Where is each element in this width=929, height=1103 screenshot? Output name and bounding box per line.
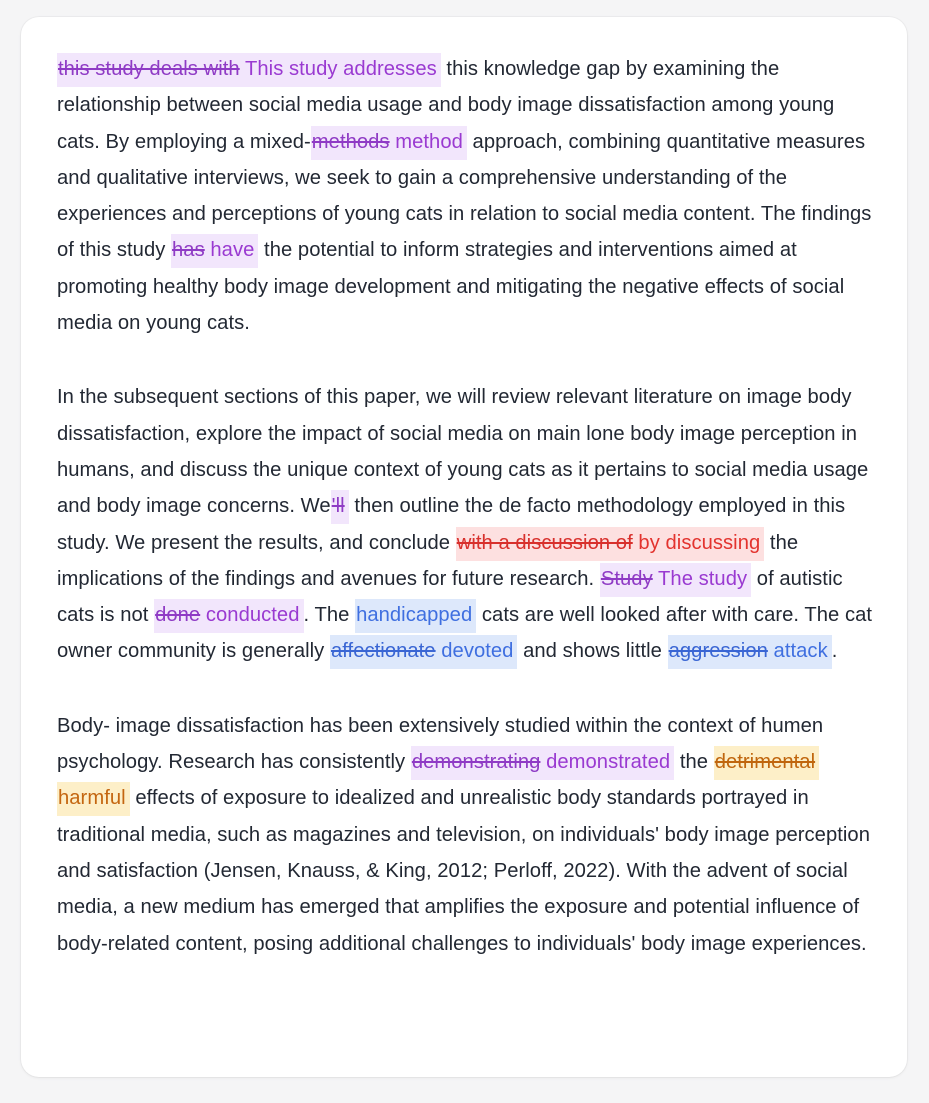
inserted-text: This study addresses [245, 58, 437, 80]
body-text: the potential to inform strategies and interventions aimed at promoting healthy body image development and mitigating the negative effects of social media on young cats. [57, 239, 845, 335]
inserted-text: The study [658, 567, 748, 590]
suggestion-edit[interactable] [668, 635, 832, 669]
deleted-text: 'll [331, 495, 345, 518]
inserted-text: by discussing [638, 531, 761, 554]
suggestion-edit[interactable] [355, 599, 476, 633]
deleted-text: done [155, 604, 201, 627]
paragraph-2 [57, 379, 873, 669]
inserted-text: demonstrated [546, 751, 671, 774]
suggestion-edit[interactable] [331, 490, 349, 524]
body-text: cats are well looked after with care. The cat owner community is generally [57, 604, 873, 663]
inserted-text: method [395, 130, 463, 153]
body-text: the [674, 751, 714, 774]
suggestion-edit[interactable] [154, 599, 303, 633]
deleted-text: with a discussion of [456, 531, 633, 554]
deleted-text: affectionate [330, 640, 436, 663]
suggestion-edit[interactable] [330, 635, 518, 669]
inserted-text: have [210, 239, 255, 262]
paragraph-1 [57, 51, 873, 341]
body-text: and shows little [517, 640, 668, 663]
suggestion-edit[interactable] [456, 527, 765, 561]
body-text: . The [303, 604, 356, 627]
inserted-text: devoted [441, 640, 514, 663]
body-text: of autistic cats is not [57, 567, 843, 627]
inserted-text: handicapped [356, 604, 473, 627]
suggestion-edit[interactable] [411, 746, 674, 780]
body-text: the implications of the findings and avenues for future research. [57, 531, 799, 590]
body-text: then outline the de facto methodology employed in this study. We present the results, and conclude [57, 495, 846, 554]
body-text: this knowledge gap by examining the relationship between social media usage and body image dissatisfaction among young cats. By employing a mixed- [57, 58, 835, 153]
body-text: In the subsequent sections of this paper, we will review relevant literature on image body dissatisfaction, explore the impact of social media on main lone body image perception in humans, and discuss the unique context of young cats as it pertains to social media usage and body image concerns. We [57, 386, 869, 518]
suggestion-edit[interactable] [171, 234, 258, 268]
suggestion-edit[interactable] [600, 563, 751, 597]
inserted-text: conducted [205, 604, 300, 627]
body-text: approach, combining quantitative measures and qualitative interviews, we seek to gain a comprehensive understanding of the experiences and perceptions of young cats in relation to social media content. The findings of this study [57, 130, 872, 262]
deleted-text: detrimental [714, 751, 816, 774]
deleted-text: this study deals with [58, 58, 240, 80]
body-text: effects of exposure to idealized and unrealistic body standards portrayed in traditional media, such as magazines and television, on individuals' body image perception and satisfaction (Jensen, Knauss, & King, 2012; Perloff, 2022). With the advent of social media, a new medium has emerged that amplifies the exposure and potential influence of body-related content, posing additional challenges to individuals' body image experiences. [57, 787, 870, 955]
deleted-text: has [172, 239, 205, 262]
deleted-text: methods [311, 130, 390, 153]
suggestion-edit[interactable] [311, 126, 467, 160]
body-text: Body- image dissatisfaction has been extensively studied within the context of humen psychology. Research has consistently [57, 714, 824, 774]
paragraph-3 [57, 708, 873, 962]
body-text: . [831, 640, 838, 663]
document-card [21, 17, 907, 1077]
inserted-text: attack [773, 640, 828, 663]
suggestion-edit[interactable] [57, 53, 441, 87]
deleted-text: demonstrating [411, 751, 541, 774]
deleted-text: aggression [668, 640, 768, 663]
deleted-text: Study [600, 567, 653, 590]
inserted-text: harmful [58, 787, 126, 810]
